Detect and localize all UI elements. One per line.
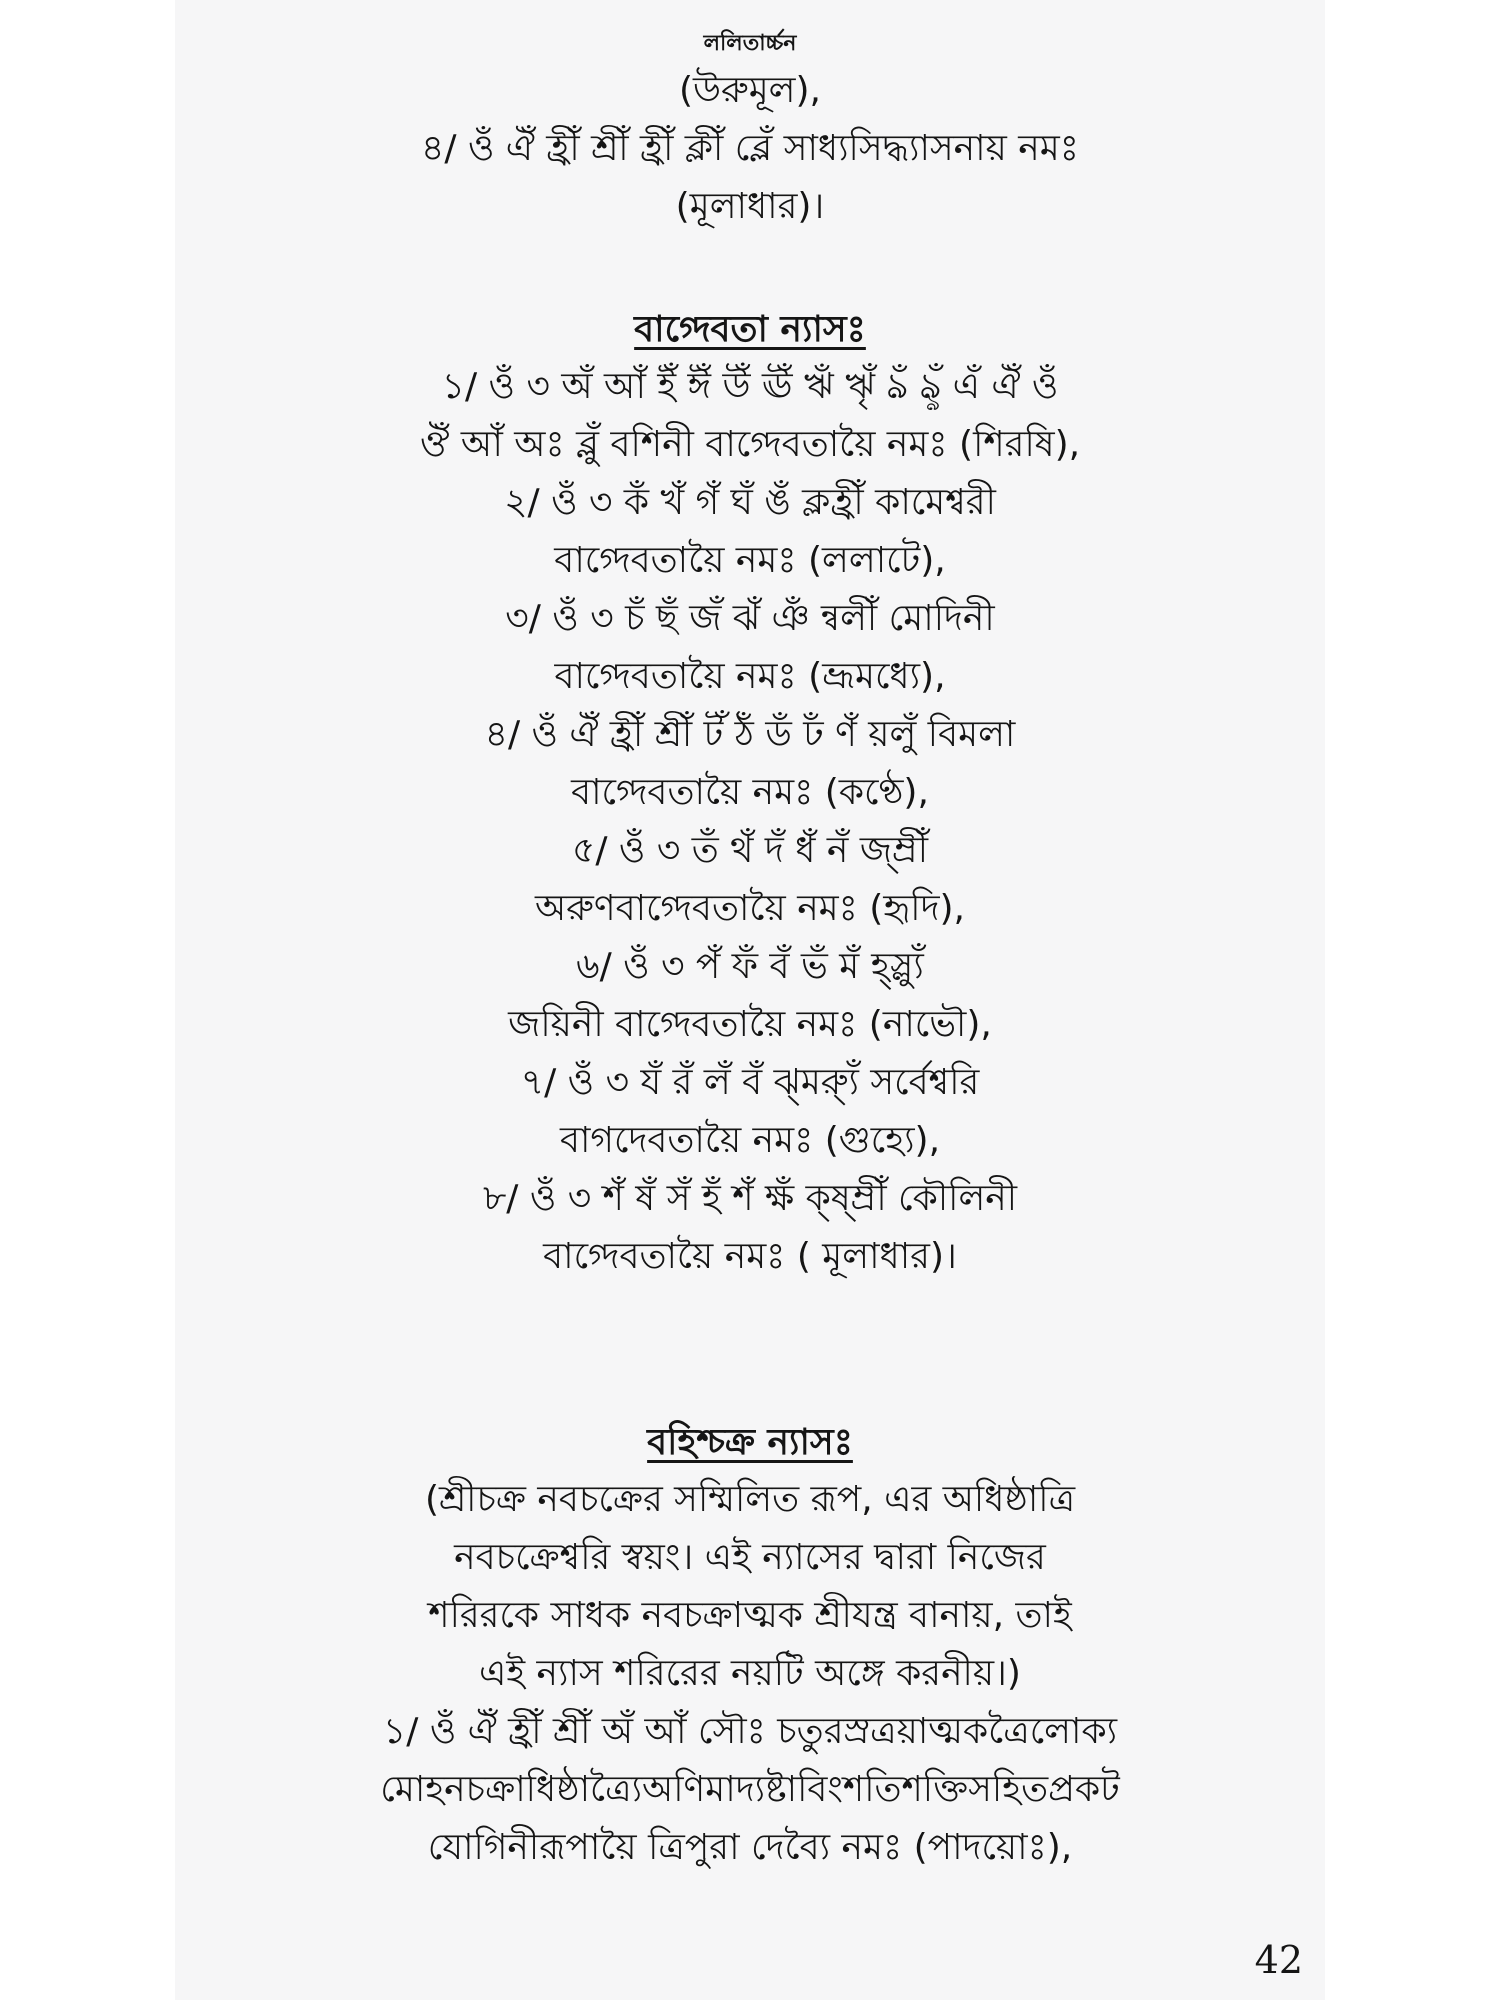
section-heading: বাগ্দেবতা ন্যাসঃ	[634, 309, 866, 350]
text-line: ২/ ওঁ ৩ কঁ খঁ গঁ ঘঁ ঙঁ ক্লহ্রীঁ কামেশ্বরী	[504, 482, 996, 523]
text-line: অরুণবাগ্দেবতায়ৈ নমঃ (হৃদি),	[535, 888, 965, 929]
section-heading: বহিশ্চক্র ন্যাসঃ	[647, 1422, 853, 1463]
book-page	[175, 0, 1325, 2000]
text-line: মোহনচক্রাধিষ্ঠাত্র্যৈঅণিমাদ্যষ্টাবিংশতিশক্তিসহিতপ্রকট	[380, 1769, 1120, 1810]
text-line: যোগিনীরূপায়ৈ ত্রিপুরা দেব্যৈ নমঃ (পাদয়োঃ),	[427, 1827, 1073, 1868]
text-line: (উরুমূল),	[678, 70, 821, 111]
text-line: ১/ ওঁ ঐঁ হ্রীঁ শ্রীঁ অঁ আঁ সৌঃ চতুরস্রত্রয়াত্মকত্রৈলোক্য	[382, 1711, 1118, 1752]
top-text-block	[175, 62, 1325, 236]
text-line: ৫/ ওঁ ৩ তঁ থঁ দঁ ধঁ নঁ জ্ম্রীঁ	[571, 830, 928, 871]
text-line: ৩/ ওঁ ৩ চঁ ছঁ জঁ ঝঁ ঞঁ ন্বলীঁ মোদিনী	[505, 598, 995, 639]
text-line: বাগ্দেবতায়ৈ নমঃ (কণ্ঠে),	[571, 772, 929, 813]
vagdevata-nyasa-section	[175, 302, 1325, 1286]
text-line: (মূলাধার)।	[675, 186, 825, 227]
text-line: (শ্রীচক্র নবচক্রের সম্মিলিত রূপ, এর অধিষ্ঠাত্রি	[424, 1479, 1076, 1520]
text-line: ১/ ওঁ ৩ অঁ আঁ ইঁ ঈঁ উঁ ঊঁ ঋঁ ৠঁ ঌঁ ৡঁ এঁ ঐঁ ওঁ	[441, 366, 1059, 407]
text-line: ৮/ ওঁ ৩ শঁ ষঁ সঁ হঁ শঁ ক্ষঁ ক্ষ্ম্রীঁ কৌলিনী	[482, 1178, 1018, 1219]
text-line: ৪/ ওঁ ঐঁ হ্রীঁ শ্রীঁ টঁ ঠঁ ডঁ ঢঁ ণঁ য়লুঁ বিমলা	[484, 714, 1016, 755]
text-line: শরিরকে সাধক নবচক্রাত্মক শ্রীযন্ত্র বানায়, তাই	[428, 1595, 1072, 1636]
text-line: ৭/ ওঁ ৩ যঁ রঁ লঁ বঁ ঝ্ম্র্যুঁ সর্বেশ্বরি	[520, 1062, 980, 1103]
text-line: নবচক্রেশ্বরি স্বয়ং। এই ন্যাসের দ্বারা নিজের	[454, 1537, 1046, 1578]
running-head: ললিতার্চ্চন	[703, 31, 797, 56]
text-line: এই ন্যাস শরিরের নয়টি অঙ্গে করনীয়।)	[479, 1653, 1021, 1694]
text-line: বাগ্দেবতায়ৈ নমঃ (ললাটে),	[554, 540, 946, 581]
bahishchakra-nyasa-section	[175, 1415, 1325, 1877]
text-line: ৬/ ওঁ ৩ পঁ ফঁ বঁ ভঁ মঁ হ্স্ল্যুঁ	[576, 946, 924, 987]
page-number: 42	[1254, 1938, 1303, 1982]
text-line: ঔঁ আঁ অঃ ব্লুঁ বশিনী বাগ্দেবতায়ৈ নমঃ (শিরষি),	[419, 424, 1081, 465]
text-line: বাগদেবতায়ৈ নমঃ (গুহ্যে),	[559, 1120, 941, 1161]
text-line: বাগ্দেবতায়ৈ নমঃ ( মূলাধার)।	[543, 1236, 957, 1277]
text-line: বাগ্দেবতায়ৈ নমঃ (ভ্রূমধ্যে),	[554, 656, 946, 697]
text-line: জয়িনী বাগ্দেবতায়ৈ নমঃ (নাভৌ),	[508, 1004, 992, 1045]
text-line: ৪/ ওঁ ঐঁ হ্রীঁ শ্রীঁ হ্রীঁ ক্লীঁ ব্লেঁ সাধ্যসিদ্ধ্যাসনায় নমঃ	[421, 128, 1079, 169]
